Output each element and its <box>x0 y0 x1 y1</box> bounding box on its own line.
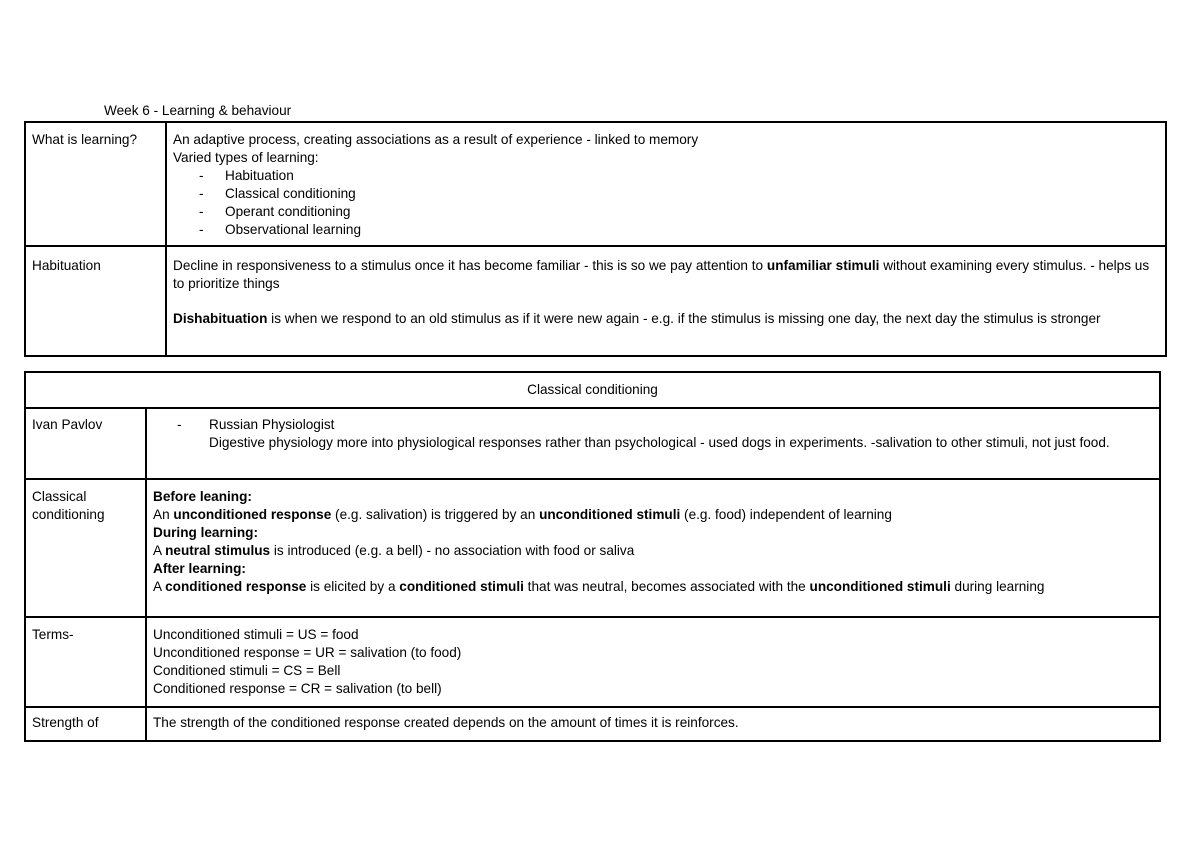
table-row <box>25 122 1166 246</box>
row-label-strength: Strength of <box>25 707 146 741</box>
list-item: - Observational learning <box>199 222 362 237</box>
after-learning-heading: After learning: <box>153 561 246 576</box>
table-row <box>25 617 1160 707</box>
during-learning-heading: During learning: <box>153 525 258 540</box>
during-learning-text: A neutral stimulus is introduced (e.g. a bell) - no association with food or saliva <box>153 543 635 558</box>
list-item: - Russian Physiologist <box>177 417 335 432</box>
row-label-classical-conditioning: Classical conditioning <box>25 479 146 617</box>
row-label-learning: What is learning? <box>25 122 166 246</box>
row-label-pavlov: Ivan Pavlov <box>25 408 146 479</box>
list-item: - Habituation <box>199 168 294 183</box>
table-row <box>25 408 1160 479</box>
learning-definition: An adaptive process, creating associations as a result of experience - linked to memory <box>173 132 699 147</box>
pavlov-list <box>153 416 1153 434</box>
row-label-terms: Terms- <box>25 617 146 707</box>
before-learning-text: An unconditioned response (e.g. salivation) is triggered by an unconditioned stimuli (e.g. food) independent of learning <box>153 507 892 522</box>
learning-table <box>24 121 1167 357</box>
table-row <box>25 479 1160 617</box>
learning-types-list <box>173 167 1159 239</box>
table-row <box>25 707 1160 741</box>
habituation-definition: Decline in responsiveness to a stimulus once it has become familiar - this is so we pay attention to unfamiliar stimuli without examining every stimulus. - helps us to prioritize things <box>173 258 1150 291</box>
table-row <box>25 372 1160 408</box>
paragraph-gap <box>173 293 1159 310</box>
term-line: Unconditioned stimuli = US = food <box>153 627 359 642</box>
dishabituation-definition: Dishabituation is when we respond to an old stimulus as if it were new again - e.g. if the stimulus is missing one day, the next day the stimulus is stronger <box>173 311 1101 326</box>
row-content-learning <box>166 122 1166 246</box>
pavlov-description: Digestive physiology more into physiological responses rather than psychological - used dogs in experiments. -salivation to other stimuli, not just food. <box>209 435 1110 450</box>
row-content-pavlov <box>146 408 1160 479</box>
term-line: Unconditioned response = UR = salivation (to food) <box>153 645 462 660</box>
row-content-habituation <box>166 246 1166 356</box>
before-learning-heading: Before leaning: <box>153 489 252 504</box>
list-item: - Classical conditioning <box>199 186 356 201</box>
table-header: Classical conditioning <box>25 372 1160 408</box>
row-label-habituation: Habituation <box>25 246 166 356</box>
table-row <box>25 246 1166 356</box>
term-line: Conditioned response = CR = salivation (to bell) <box>153 681 442 696</box>
learning-types-intro: Varied types of learning: <box>173 150 319 165</box>
row-content-terms <box>146 617 1160 707</box>
after-learning-text: A conditioned response is elicited by a conditioned stimuli that was neutral, becomes associated with the unconditioned stimuli during learning <box>153 579 1045 594</box>
list-item: - Operant conditioning <box>199 204 351 219</box>
term-line: Conditioned stimuli = CS = Bell <box>153 663 341 678</box>
classical-conditioning-table <box>24 371 1161 742</box>
page-title: Week 6 - Learning & behaviour <box>104 103 292 118</box>
row-content-strength: The strength of the conditioned response created depends on the amount of times it is reinforces. <box>146 707 1160 741</box>
row-content-classical-conditioning <box>146 479 1160 617</box>
